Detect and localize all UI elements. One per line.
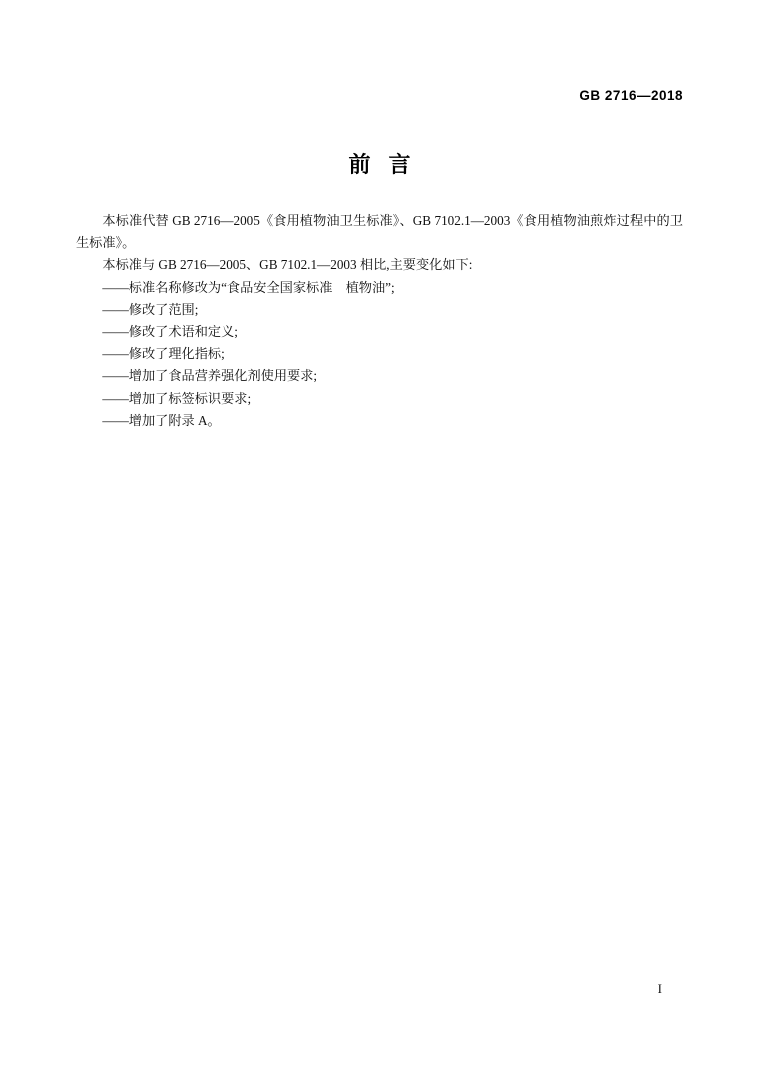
list-item: ——增加了附录 A。 [102, 412, 221, 428]
foreword-body [76, 210, 683, 432]
foreword-paragraph-1: 本标准代替 GB 2716—2005《食用植物油卫生标准》、GB 7102.1—2003《食用植物油煎炸过程中的卫生标准》。 [76, 213, 683, 251]
page-number: I [657, 981, 662, 996]
list-item: ——修改了理化指标; [102, 346, 225, 362]
list-item: ——修改了术语和定义; [102, 324, 238, 340]
list-item: ——增加了标签标识要求; [102, 390, 252, 406]
page-title: 前言 [348, 152, 429, 177]
list-item: ——修改了范围; [102, 301, 199, 317]
foreword-paragraph-2: 本标准与 GB 2716—2005、GB 7102.1—2003 相比,主要变化如下: [102, 257, 473, 273]
list-item: ——增加了食品营养强化剂使用要求; [102, 368, 318, 384]
standard-code-header: GB 2716—2018 [579, 88, 683, 103]
list-item: ——标准名称修改为“食品安全国家标准 植物油”; [102, 279, 395, 295]
